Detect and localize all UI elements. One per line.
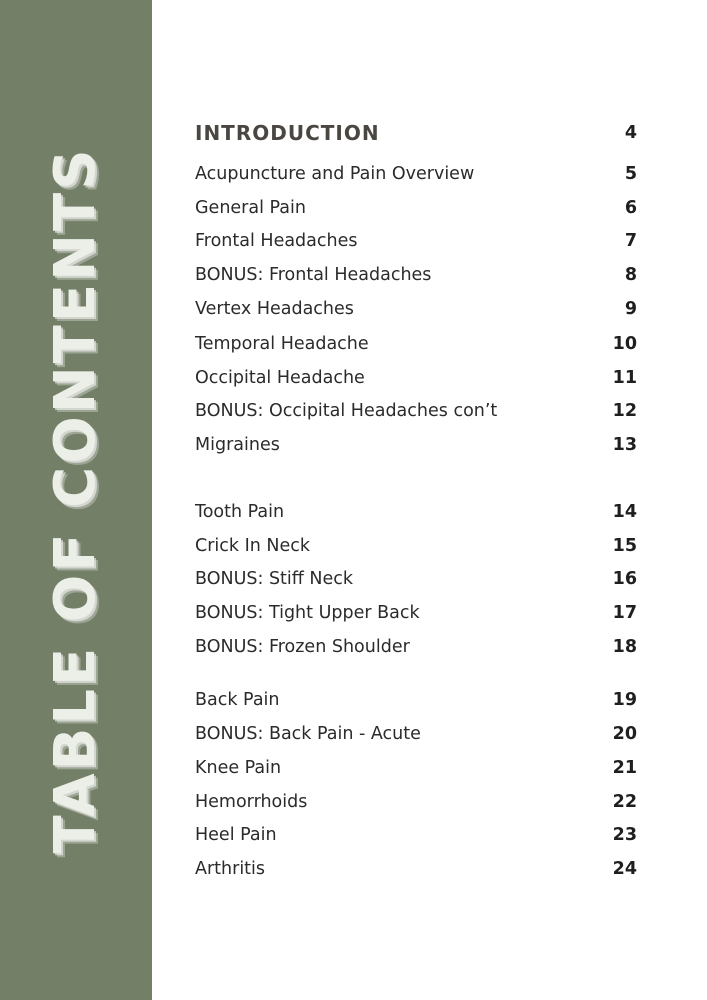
toc-entry[interactable] [195,366,637,396]
toc-entry-title: BONUS: Frozen Shoulder [195,637,410,657]
toc-entry-page: 12 [612,401,637,421]
toc-heading-introduction[interactable] [195,121,637,151]
toc-entry[interactable] [195,688,637,718]
toc-entry-page: 19 [612,690,637,710]
toc-entry-page: 8 [624,265,637,285]
toc-entry[interactable] [195,790,637,820]
toc-entry-page: 13 [612,435,637,455]
toc-entry[interactable] [195,332,637,362]
toc-entry[interactable] [195,635,637,665]
toc-entry-title: Tooth Pain [195,502,285,522]
toc-entry-title: Crick In Neck [195,536,311,556]
toc-entry-page: 20 [612,724,637,744]
toc-entry[interactable] [195,297,637,327]
toc-entry-title: Temporal Headache [195,334,369,354]
toc-entry[interactable] [195,534,637,564]
toc-entry[interactable] [195,756,637,786]
toc-entry[interactable] [195,722,637,752]
table-of-contents [195,0,637,1000]
toc-entry-page: 17 [612,603,637,623]
toc-entry-page: 6 [624,198,637,218]
toc-entry[interactable] [195,500,637,530]
toc-entry-title: Arthritis [195,859,266,879]
toc-entry-page: 21 [612,758,637,778]
page-title: TABLE OF CONTENTS [43,146,108,854]
toc-entry-title: Back Pain [195,690,280,710]
toc-entry-title: BONUS: Tight Upper Back [195,603,420,623]
toc-entry[interactable] [195,567,637,597]
toc-entry-page: 5 [624,164,637,184]
toc-entry-page: 22 [612,792,637,812]
toc-entry-title: Vertex Headaches [195,299,354,319]
toc-entry-title: Frontal Headaches [195,231,358,251]
toc-entry-page: 23 [612,825,637,845]
toc-entry-title: Migraines [195,435,280,455]
toc-entry-title: BONUS: Frontal Headaches [195,265,432,285]
toc-entry-title: BONUS: Occipital Headaches con’t [195,401,498,421]
toc-entry-page: 15 [612,536,637,556]
toc-entry-page: 16 [612,569,637,589]
toc-entry[interactable] [195,263,637,293]
toc-entry-page: 14 [612,502,637,522]
toc-entry[interactable] [195,601,637,631]
toc-entry-title: BONUS: Stiff Neck [195,569,354,589]
toc-entry[interactable] [195,823,637,853]
toc-entry-title: Hemorrhoids [195,792,308,812]
toc-heading-title: INTRODUCTION [195,121,380,145]
toc-entry-page: 18 [612,637,637,657]
toc-entry-page: 7 [624,231,637,251]
toc-entry[interactable] [195,433,637,463]
toc-heading-page: 4 [624,123,637,143]
toc-entry[interactable] [195,162,637,192]
toc-entry-title: General Pain [195,198,306,218]
toc-entry-title: Heel Pain [195,825,277,845]
toc-entry-page: 24 [612,859,637,879]
sidebar-panel [0,0,152,1000]
toc-entry[interactable] [195,196,637,226]
toc-entry[interactable] [195,229,637,259]
toc-entry[interactable] [195,857,637,887]
toc-entry[interactable] [195,399,637,429]
toc-entry-page: 9 [624,299,637,319]
toc-entry-page: 11 [612,368,637,388]
toc-entry-title: Acupuncture and Pain Overview [195,164,475,184]
toc-entry-title: Knee Pain [195,758,282,778]
toc-entry-title: Occipital Headache [195,368,365,388]
toc-entry-page: 10 [612,334,637,354]
toc-entry-title: BONUS: Back Pain - Acute [195,724,421,744]
